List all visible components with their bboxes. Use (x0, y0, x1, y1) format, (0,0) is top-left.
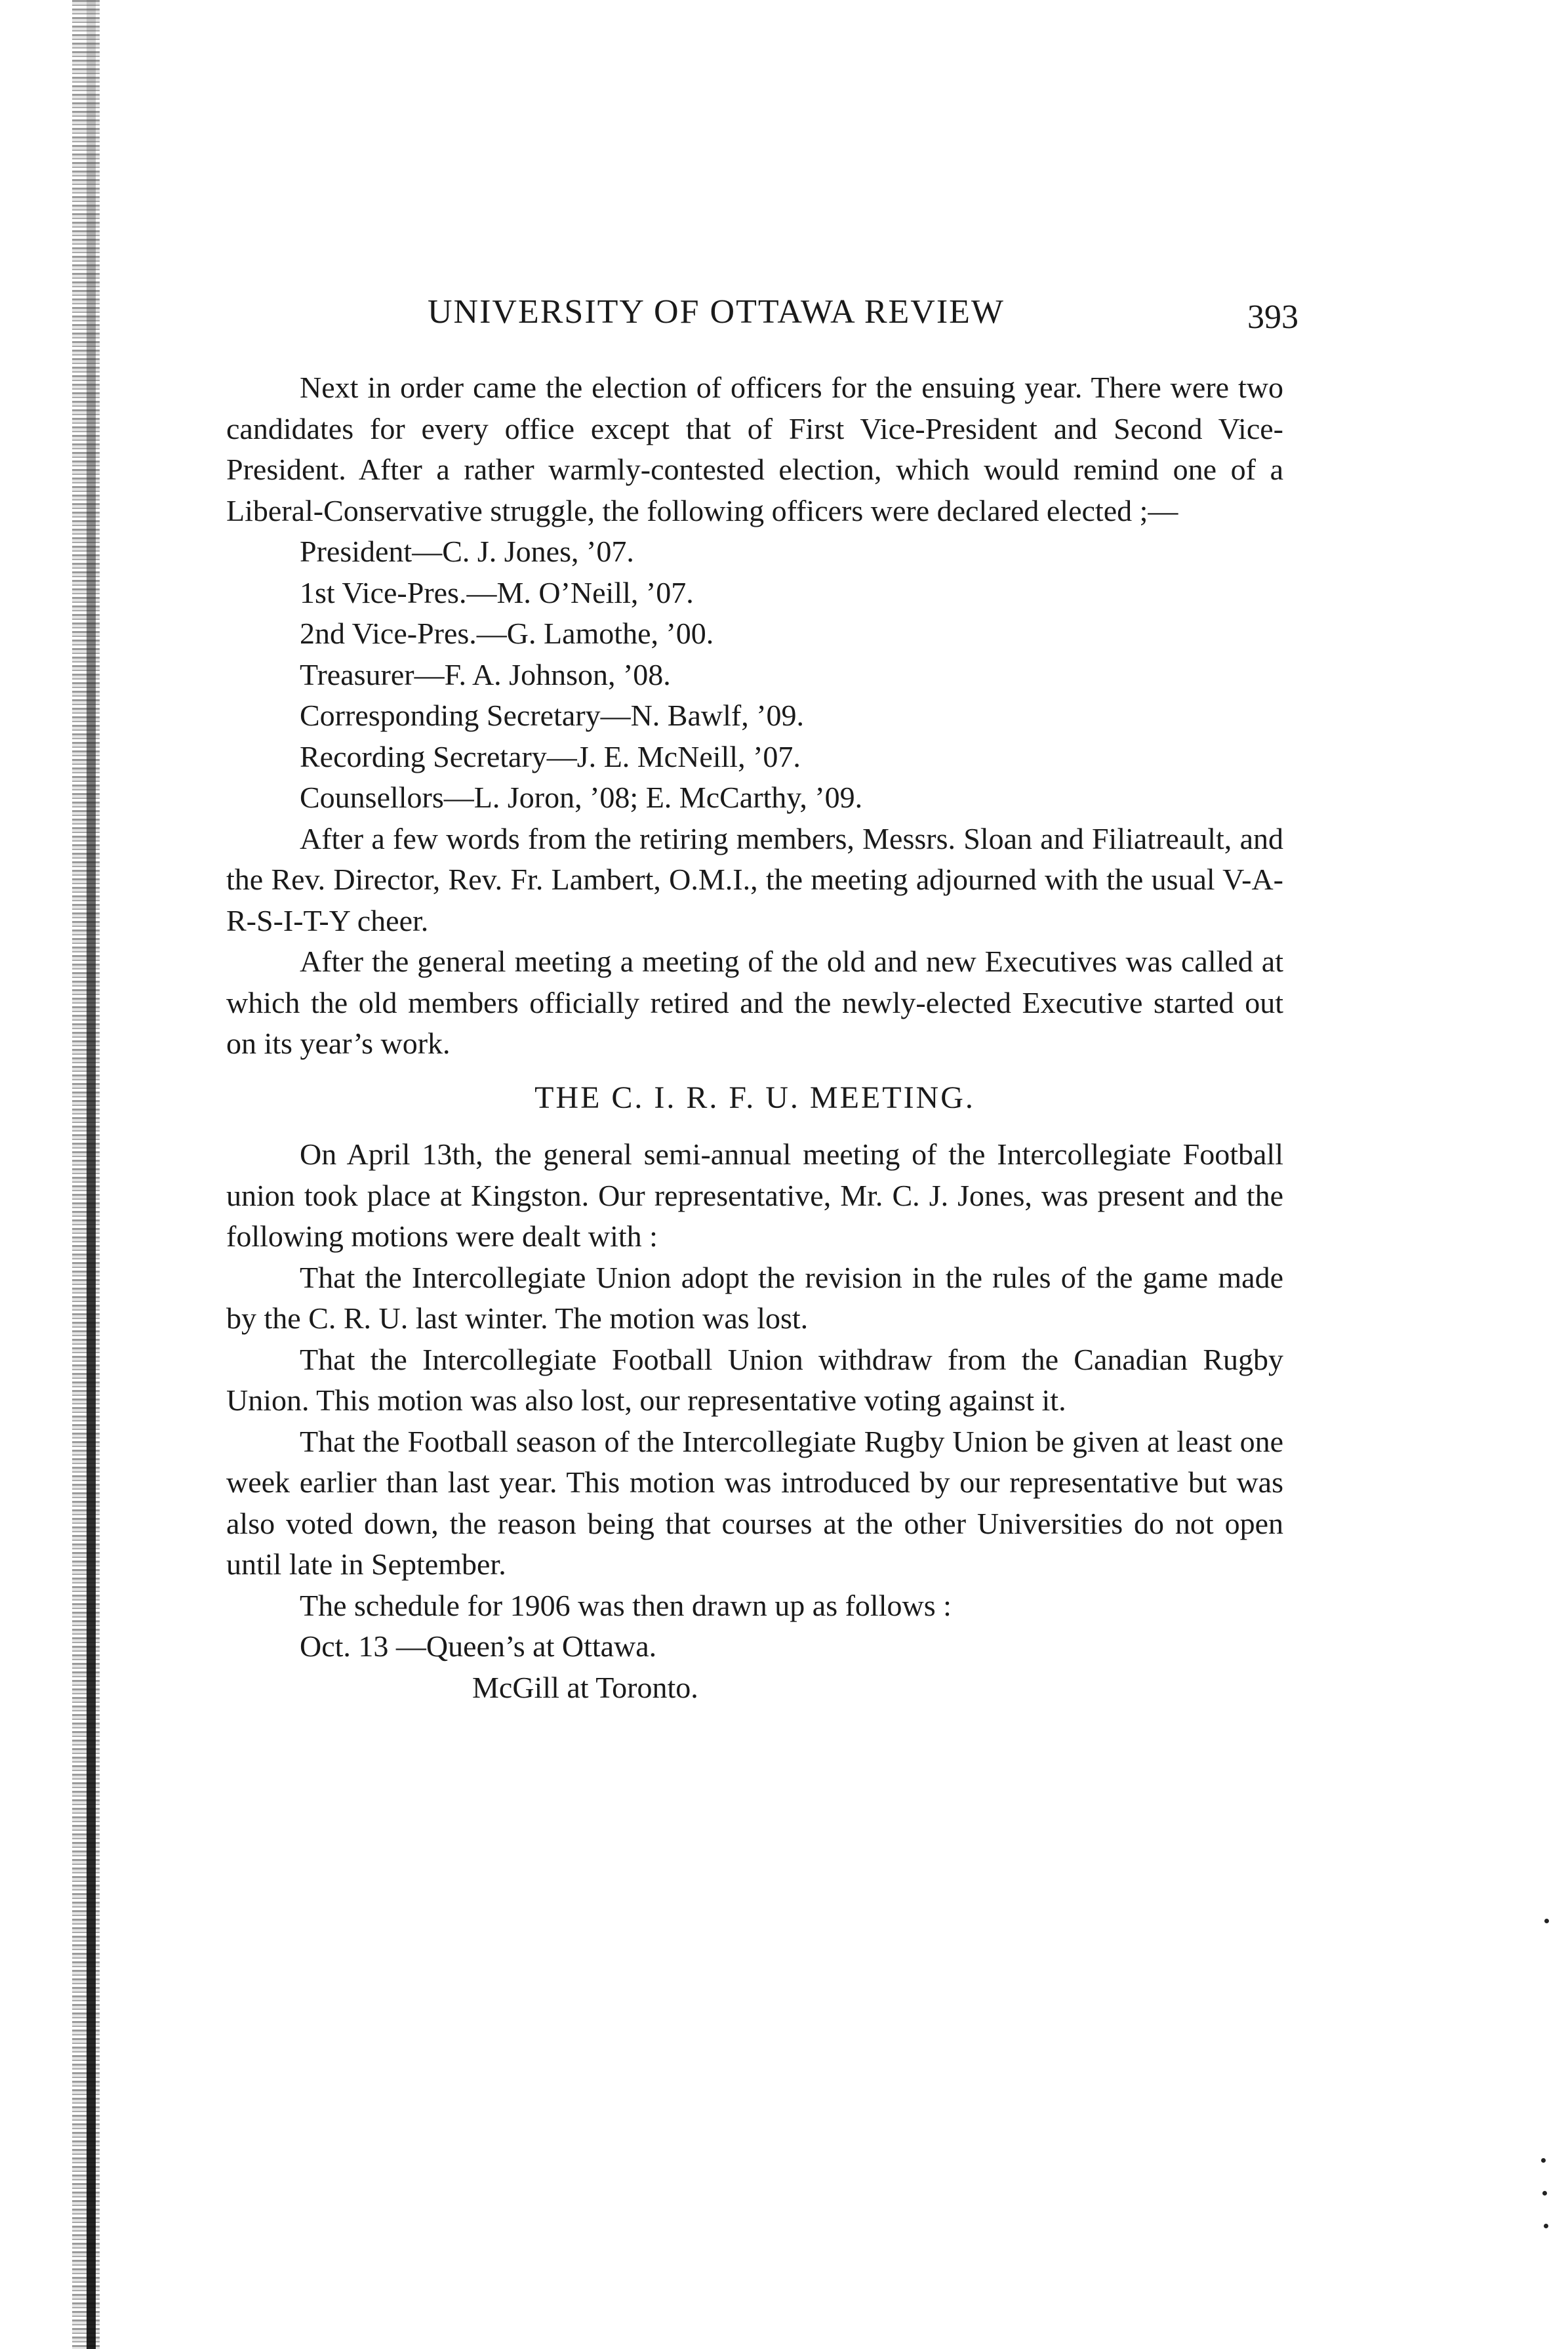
paragraph-schedule-intro: The schedule for 1906 was then drawn up as follows : (300, 1588, 952, 1622)
officer-line-first-vice-president: 1st Vice-Pres.—M. O’Neill, ’07. (300, 575, 694, 609)
page-header (223, 289, 1298, 341)
paragraph-motion-revision: That the Intercollegiate Union adopt the revision in the rules of the game made by the C. R. U. last winter. The motion was lost. (226, 1260, 1283, 1335)
section-heading: THE C. I. R. F. U. MEETING. (534, 1080, 975, 1115)
margin-speck (1541, 2158, 1546, 2163)
paragraph-motion-withdraw: That the Intercollegiate Football Union withdraw from the Canadian Rugby Union. This motion was also lost, our representative voting against it. (226, 1342, 1283, 1417)
schedule-line-oct-13: Oct. 13 —Queen’s at Ottawa. (300, 1629, 657, 1663)
officer-line-treasurer: Treasurer—F. A. Johnson, ’08. (300, 657, 671, 691)
officer-line-second-vice-president: 2nd Vice-Pres.—G. Lamothe, ’00. (300, 617, 714, 650)
paragraph-adjourn: After a few words from the retiring members, Messrs. Sloan and Filiatreault, and the Rev. Director, Rev. Fr. Lambert, O.M.I., the meeting adjourned with the usual V-A-R-S-I-T-Y cheer. (226, 821, 1283, 937)
margin-speck (1542, 2191, 1547, 2196)
binding-edge-shadow (87, 0, 96, 2349)
margin-speck (1544, 1919, 1549, 1923)
paragraph-motion-season: That the Football season of the Intercollegiate Rugby Union be given at least one week earlier than last year. This motion was introduced by our representative but was also voted down, the reason being that courses at the other Universities do not open until late in September. (226, 1424, 1283, 1581)
schedule-line-mcgill: McGill at Toronto. (472, 1670, 698, 1704)
margin-speck (1544, 2224, 1548, 2228)
officer-line-corresponding-secretary: Corresponding Secretary—N. Bawlf, ’09. (300, 699, 805, 732)
officer-line-counsellors: Counsellors—L. Joron, ’08; E. McCarthy, ’09. (300, 781, 863, 814)
officer-list (226, 531, 1283, 819)
paragraph-executives: After the general meeting a meeting of the old and new Executives was called at which the old members officially retired and the newly-elected Executive started out on its year’s work. (226, 945, 1283, 1060)
page-number: 393 (1247, 298, 1298, 336)
page-body (226, 367, 1283, 1708)
officer-line-president: President—C. J. Jones, ’07. (300, 535, 634, 568)
running-title: UNIVERSITY OF OTTAWA REVIEW (428, 293, 1005, 331)
officer-line-recording-secretary: Recording Secretary—J. E. McNeill, ’07. (300, 739, 801, 773)
paragraph-april-meeting: On April 13th, the general semi-annual meeting of the Intercollegiate Football union took place at Kingston. Our representative, Mr. C. J. Jones, was present and the following motions were dealt with : (226, 1137, 1283, 1253)
paragraph-elections: Next in order came the election of officers for the ensuing year. There were two candidates for every office except that of First Vice-President and Second Vice-President. After a rather warmly-contested election, which would remind one of a Liberal-Conservative struggle, the following officers were declared elected ;— (226, 371, 1283, 527)
